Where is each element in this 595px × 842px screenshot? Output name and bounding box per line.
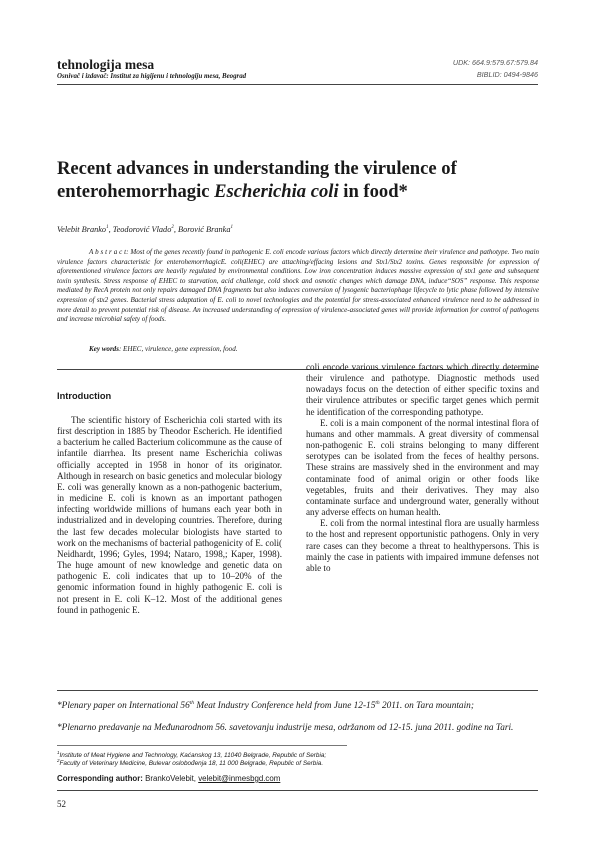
journal-name: tehnologija mesa — [57, 57, 155, 72]
corresponding-author — [57, 774, 280, 783]
affiliation-rule — [57, 745, 347, 746]
footnote-text: Meat Industry Conference held from June 12-15 — [194, 701, 376, 712]
footnote-sup: th — [375, 700, 380, 706]
corresponding-email-link[interactable]: velebit@inmesbgd.com — [198, 774, 281, 783]
biblid-code: BIBLID: 0494-9846 — [476, 70, 538, 79]
affiliation-text: Faculty of Veterinary Medicine, Bulevar oslobođenja 18, 11 000 Belgrade, Republic of Serbia. — [59, 760, 324, 768]
title-line-2-species: Escherichia coli — [214, 181, 339, 202]
page-number: 52 — [57, 799, 66, 809]
right-column — [306, 362, 539, 574]
author-list: Velebit Branko$^1$, Teodorović Vlado$^2$, Borović Branka$^1$ — [57, 225, 233, 234]
title-line-2-end: in food* — [338, 181, 408, 202]
corresponding-label: Corresponding author: — [57, 774, 143, 783]
footnote-serbian: *Plenarno predavanje na Međunarodnom 56. savetovanju industrije mesa, održanom od 12-15. juna 2011. godine na Tari. — [57, 723, 514, 733]
paragraph: E. coli is a main component of the normal intestinal flora of humans and other mammals. A great diversity of commensal non-pathogenic E. coli strains belonging to many different serotypes can be isolated from the feces of healthy persons. These strains are massively shed in the environment and may contaminate food of animal origin or other foods like vegetables, fruits and their derivatives. They may also contaminate surface and underground water, generally without any adverse effects on human health. — [306, 417, 539, 518]
udk-code: UDK: 664.9:579.67:579.84 — [452, 58, 538, 67]
footnote-text: 2011. on Tara mountain; — [379, 701, 474, 712]
section-heading-introduction: Introduction — [57, 391, 112, 401]
keywords-list: : EHEC, virulence, gene expression, food. — [118, 345, 238, 353]
author-3-aff: 1 — [230, 225, 233, 231]
author-3: Borović Branka — [178, 225, 231, 234]
bottom-rule — [57, 790, 538, 791]
affiliation-text: Institute of Meat Hygiene and Technology, Kaćanskog 13, 11040 Belgrade, Republic of Serbia; — [59, 752, 327, 760]
affiliation-2 — [57, 757, 539, 768]
author-1-aff: 1 — [106, 225, 109, 231]
footnote-sup: th — [189, 700, 195, 706]
header-rule — [57, 84, 538, 85]
abstract: A b s t r a c t: Most of the genes recently found in pathogenic E. coli encode various factors which directly determine their virulence and pathotype. Two main virulence factors characteristic for enterohemorrhagicE. coli(EHEC) are attaching/effacing lesions and Stx1/Stx2 toxins. Genes responsible for expression of aforementioned virulence factors are heavily regulated by environmental conditions. Low iron concentration induces massive expression of stx1 gene and subsequent toxin synthesis. Stress response of EHEC to starvation, acid challenge, cold shock and osmotic changes which damage DNA, induce“SOS” response. This response mediated by RecA protein not only repairs damaged DNA fragments but also induces conversion of lysogenic bacteriophage lifecycle to lytic phase followed by intensive expression of stx2 genes. Bacterial stress adaptation of E. coli to novel technologies and the potential for stress-associated enhanced virulence need to be addressed in more detail to prevent potential risk of disease. An increased understanding of expression of virulence-associated genes will provide information for control of pathogens and increase microbial safety of foods. — [57, 248, 539, 324]
footnote-text: *Plenary paper on International 56 — [57, 701, 190, 712]
footnote-rule — [57, 690, 538, 691]
footnote-english — [57, 697, 539, 712]
author-2-aff: 2 — [171, 225, 174, 231]
title-line-1: Recent advances in understanding the virulence of — [57, 158, 457, 179]
left-column — [57, 415, 282, 616]
author-2: Teodorović Vlado — [112, 225, 172, 234]
keywords-label: Key words — [89, 345, 119, 353]
aff-marker: 2 — [57, 758, 60, 763]
keywords — [89, 345, 237, 353]
article-title — [57, 157, 527, 203]
paragraph: E. coli from the normal intestinal flora are usually harmless to the host and represent opportunistic pathogens. Only in very rare cases can they become a threat to healthypersons. This is mainly the case in patients with impaired immune defenses not able to — [306, 518, 539, 573]
paragraph: The scientific history of Escherichia coli started with its first description in 1885 by Theodor Escherich. He identified a bacterium he called Bacterium colicommune as the cause of infantile diarrhea. Its present name Escherichia coliwas officially accepted in 1958 in honor of its originator. Although in research on basic genetics and molecular biology E. coli was generally known as a non-pathogenic bacterium, in medicine E. coli is known as an important pathogen infecting worldwide millions of humans each year both in industrialized and in developing countries. Therefore, during the last few decades molecular biologists have started to work on the mechanisms of bacterial pathogenicity of E. coli( Neidhardt, 1996; Gyles, 1994; Nataro, 1998,; Kaper, 1998). The huge amount of new knowledge and genetic data on pathogenic E. coli indicates that up to 10–20% of the genomic information found in highly pathogenic E. coli is not present in E. coli K–12. Most of the additional genes found in pathogenic E. — [57, 415, 282, 615]
author-1: Velebit Branko — [57, 225, 107, 234]
corresponding-name: BrankoVelebit, — [142, 774, 199, 783]
publisher-line: Osnivač i izdavač: Institut za higijenu i tehnologiju mesa, Beograd — [57, 73, 247, 80]
aff-marker: 1 — [57, 750, 60, 755]
paragraph: coli encode various virulence factors which directly determine their virulence and pathotype. Diagnostic methods used nowadays focus on the detection of either specific toxins and their virulence attributes or specific target genes which permit he identification of the corresponding pathotype. — [306, 362, 539, 417]
title-line-2-start: enterohemorrhagic — [57, 181, 215, 202]
